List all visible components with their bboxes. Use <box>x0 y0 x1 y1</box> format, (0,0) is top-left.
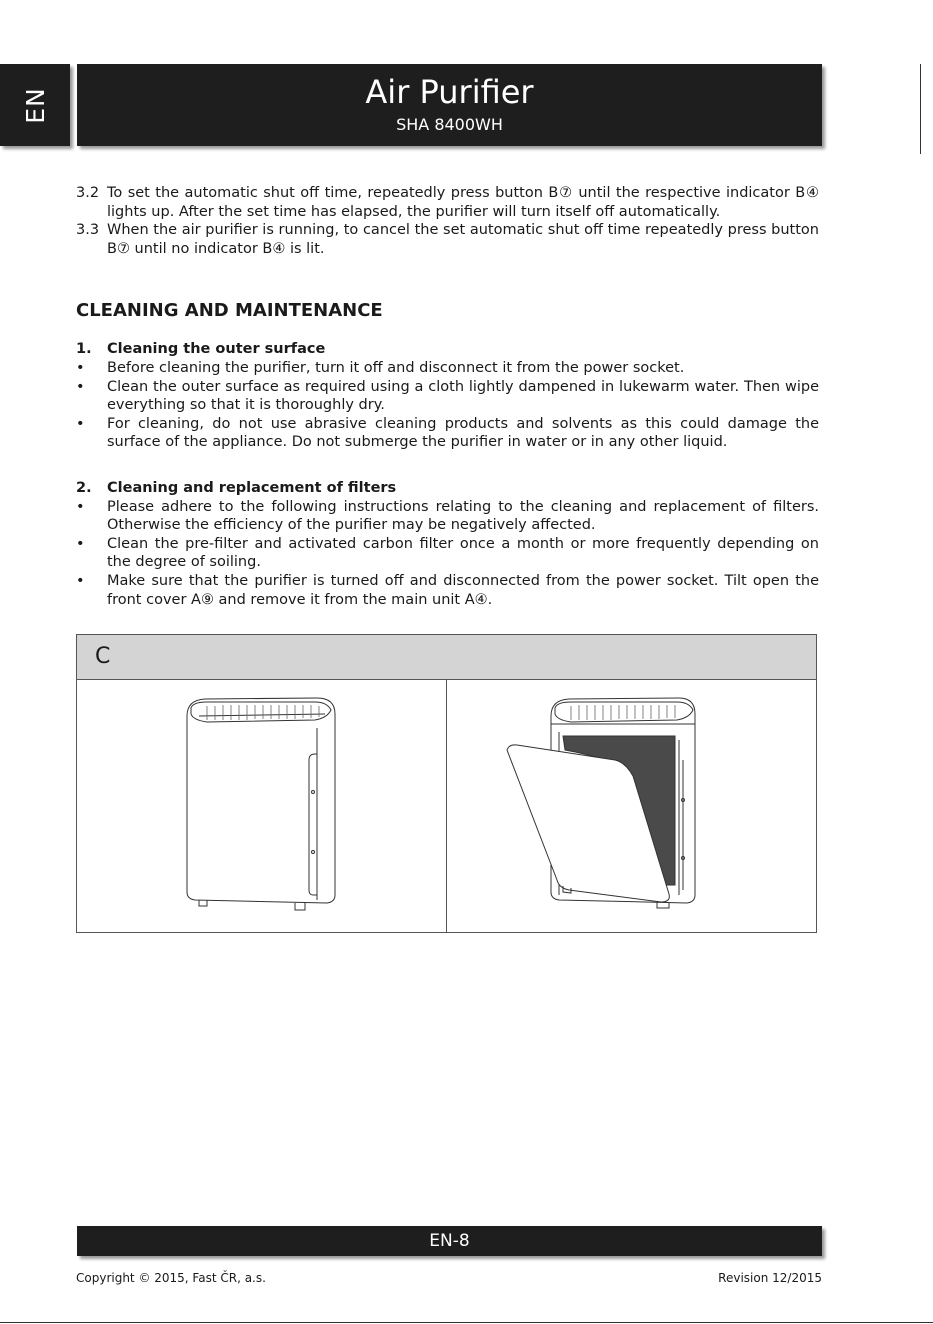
bullet-item <box>76 498 819 535</box>
figure-c <box>76 634 817 933</box>
title-bar <box>77 64 822 146</box>
bottom-rule <box>0 1322 933 1323</box>
bullet-text: Please adhere to the following instructions relating to the cleaning and replacement of filters. Otherwise the efficiency of the purifier may be negatively affected. <box>107 498 819 534</box>
subsection-heading <box>76 479 819 498</box>
bullet-text: Clean the pre-filter and activated carbon filter once a month or more frequently depending on the degree of soiling. <box>107 535 819 571</box>
bullet-item <box>76 359 819 378</box>
bullet-text: Clean the outer surface as required using a cloth lightly dampened in lukewarm water. Then wipe everything so that it is thoroughly dry. <box>107 378 819 414</box>
bullet-icon: • <box>76 415 85 432</box>
bullet-item <box>76 535 819 572</box>
language-label: EN <box>20 86 50 124</box>
bullet-item <box>76 572 819 609</box>
bullet-item <box>76 415 819 452</box>
step-text: To set the automatic shut off time, repeatedly press button B⑦ until the respective indicator B④ lights up. After the set time has elapsed, the purifier will turn itself off automatically. <box>107 185 819 220</box>
edge-rule <box>920 64 921 154</box>
spacer <box>76 452 819 479</box>
bullet-text: For cleaning, do not use abrasive cleaning products and solvents as this could damage the surface of the appliance. Do not submerge the purifier in water or in any other liquid. <box>107 415 819 451</box>
purifier-open-illustration <box>447 680 817 933</box>
subsection-number: 1. <box>76 341 92 358</box>
bullet-icon: • <box>76 378 85 395</box>
model-number: SHA 8400WH <box>396 115 503 134</box>
section-heading: CLEANING AND MAINTENANCE <box>76 300 383 322</box>
footer-bar <box>77 1226 822 1256</box>
language-tab <box>0 64 70 146</box>
bullet-icon: • <box>76 359 85 376</box>
figure-panel-closed <box>77 680 446 933</box>
bullet-icon: • <box>76 535 85 552</box>
page-title: Air Purifier <box>365 73 534 111</box>
figure-label: C <box>77 635 816 680</box>
copyright-text: Copyright © 2015, Fast ČR, a.s. <box>76 1271 266 1285</box>
content <box>76 184 819 609</box>
page-number: EN-8 <box>429 1231 470 1251</box>
step-text: When the air purifier is running, to cancel the set automatic shut off time repeatedly press button B⑦ until no indicator B④ is lit. <box>107 222 819 257</box>
step-number: 3.3 <box>76 222 100 239</box>
revision-text: Revision 12/2015 <box>718 1271 822 1285</box>
figure-body <box>77 680 816 933</box>
step-item <box>76 184 819 221</box>
step-item <box>76 221 819 258</box>
bullet-item <box>76 378 819 415</box>
subsection-title: Cleaning the outer surface <box>107 341 326 358</box>
purifier-closed-illustration <box>77 680 446 933</box>
subsection-heading <box>76 340 819 359</box>
subsection-title: Cleaning and replacement of filters <box>107 479 397 496</box>
figure-panel-open <box>446 680 816 933</box>
bullet-text: Make sure that the purifier is turned off and disconnected from the power socket. Tilt open the front cover A⑨ and remove it from the main unit A④. <box>107 572 819 608</box>
step-number: 3.2 <box>76 185 100 201</box>
subsection-number: 2. <box>76 479 92 496</box>
bullet-icon: • <box>76 498 85 515</box>
bullet-icon: • <box>76 572 85 589</box>
bullet-text: Before cleaning the purifier, turn it off and disconnect it from the power socket. <box>107 359 685 376</box>
